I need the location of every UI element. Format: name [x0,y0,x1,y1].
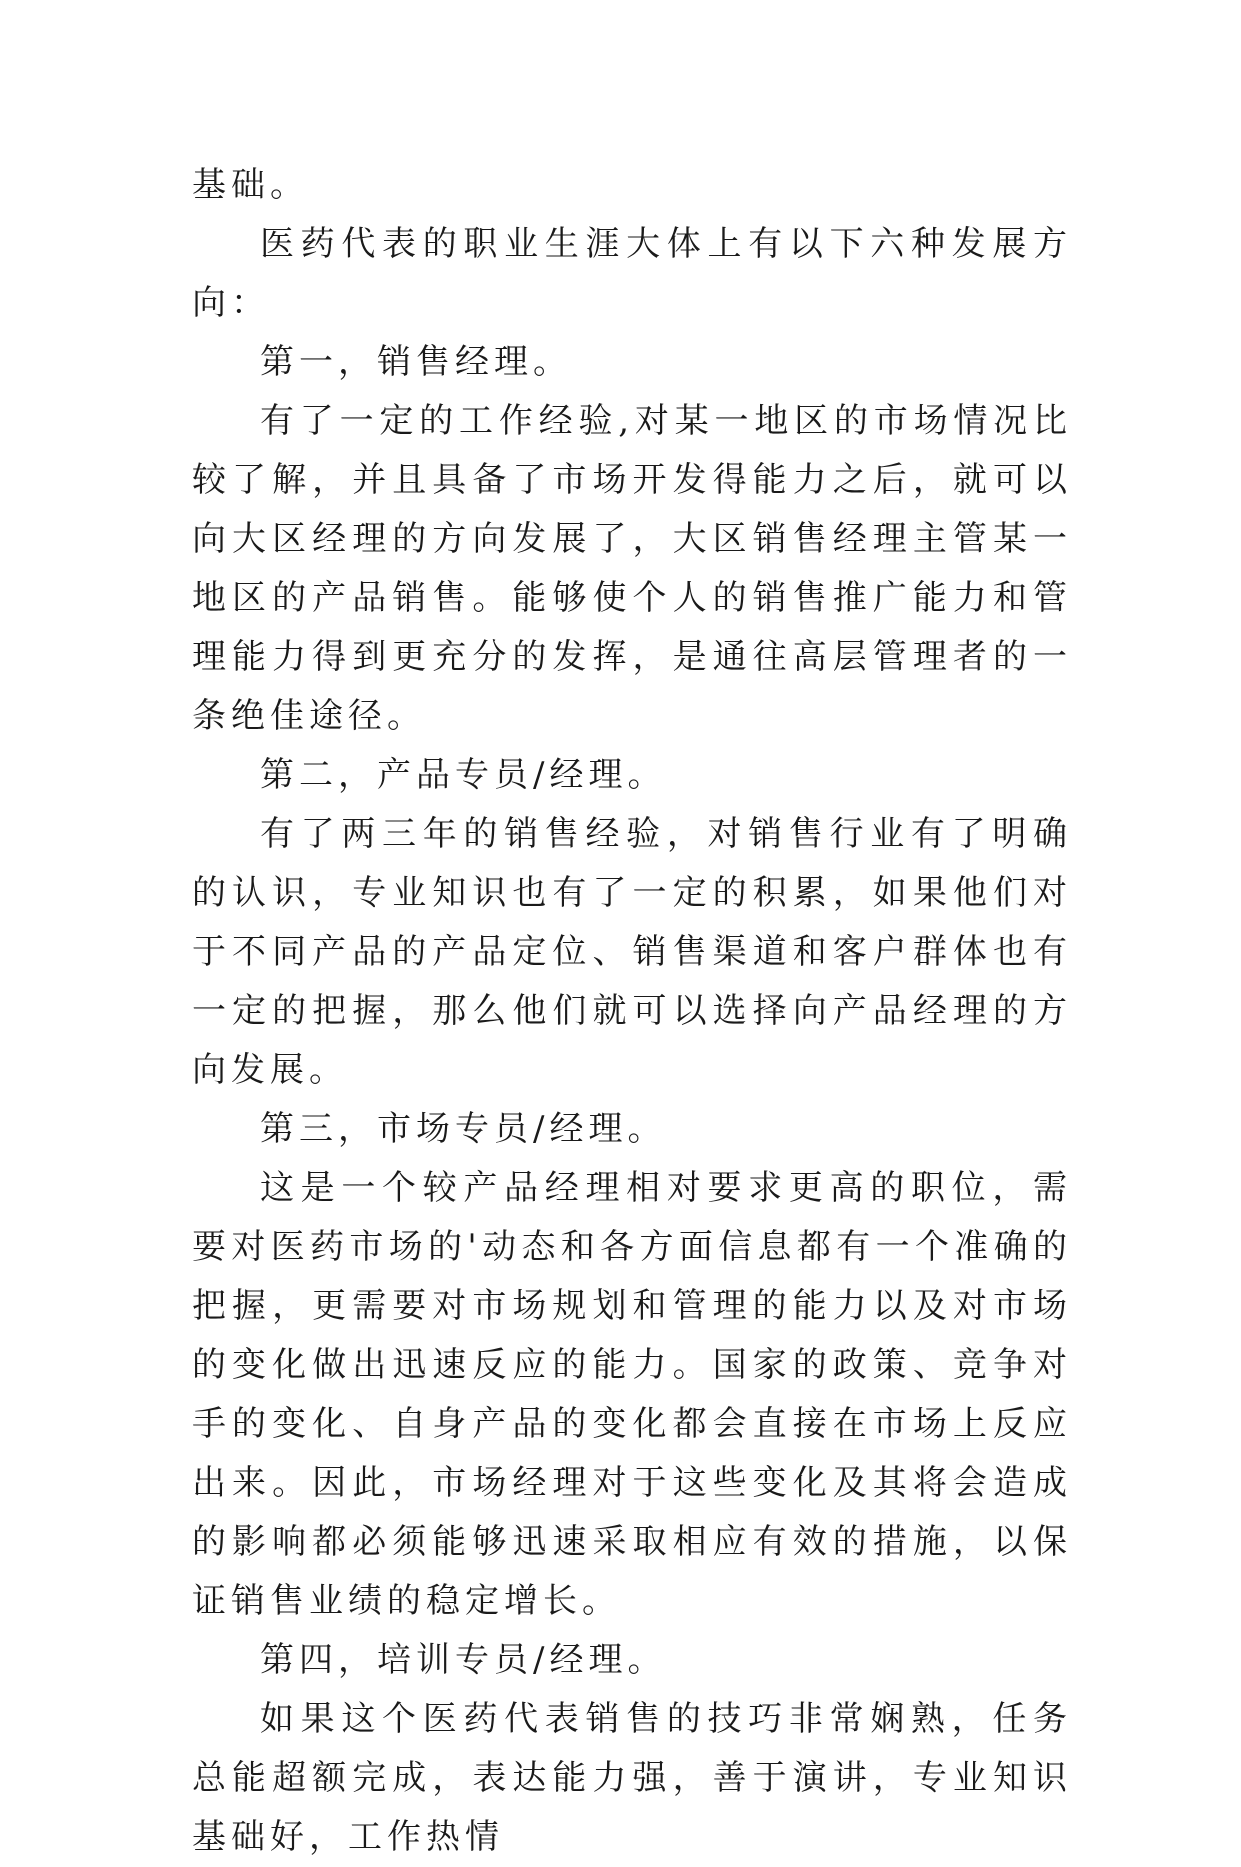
paragraph-sales-manager: 有了一定的工作经验,对某一地区的市场情况比较了解，并且具备了市场开发得能力之后，就可以向大区经理的方向发展了，大区销售经理主管某一地区的产品销售。能够使个人的销售推广能力和管理能力得到更充分的发挥，是通往高层管理者的一条绝佳途径。 [192,401,1072,736]
paragraph-training-manager: 如果这个医药代表销售的技巧非常娴熟，任务总能超额完成，表达能力强，善于演讲，专业知识基础好，工作热情 [192,1699,1072,1857]
paragraph-product-manager: 有了两三年的销售经验，对销售行业有了明确的认识，专业知识也有了一定的积累，如果他们对于不同产品的产品定位、销售渠道和客户群体也有一定的把握，那么他们就可以选择向产品经理的方向发展。 [192,814,1072,1090]
heading-third-marketing-manager: 第三，市场专员/经理。 [260,1109,667,1149]
heading-second-product-manager: 第二，产品专员/经理。 [260,755,667,795]
paragraph-intro: 医药代表的职业生涯大体上有以下六种发展方向： [192,224,1072,323]
paragraph-marketing-manager: 这是一个较产品经理相对要求更高的职位，需要对医药市场的'动态和各方面信息都有一个准确的把握，更需要对市场规划和管理的能力以及对市场的变化做出迅速反应的能力。国家的政策、竞争对手的变化、自身产品的变化都会直接在市场上反应出来。因此，市场经理对于这些变化及其将会造成的影响都必须能够迅速采取相应有效的措施，以保证销售业绩的稳定增长。 [192,1168,1072,1621]
heading-first-sales-manager: 第一，销售经理。 [260,342,572,382]
document-body [192,156,1072,1867]
paragraph-continuation: 基础。 [192,165,309,205]
heading-fourth-training-manager: 第四，培训专员/经理。 [260,1640,667,1680]
